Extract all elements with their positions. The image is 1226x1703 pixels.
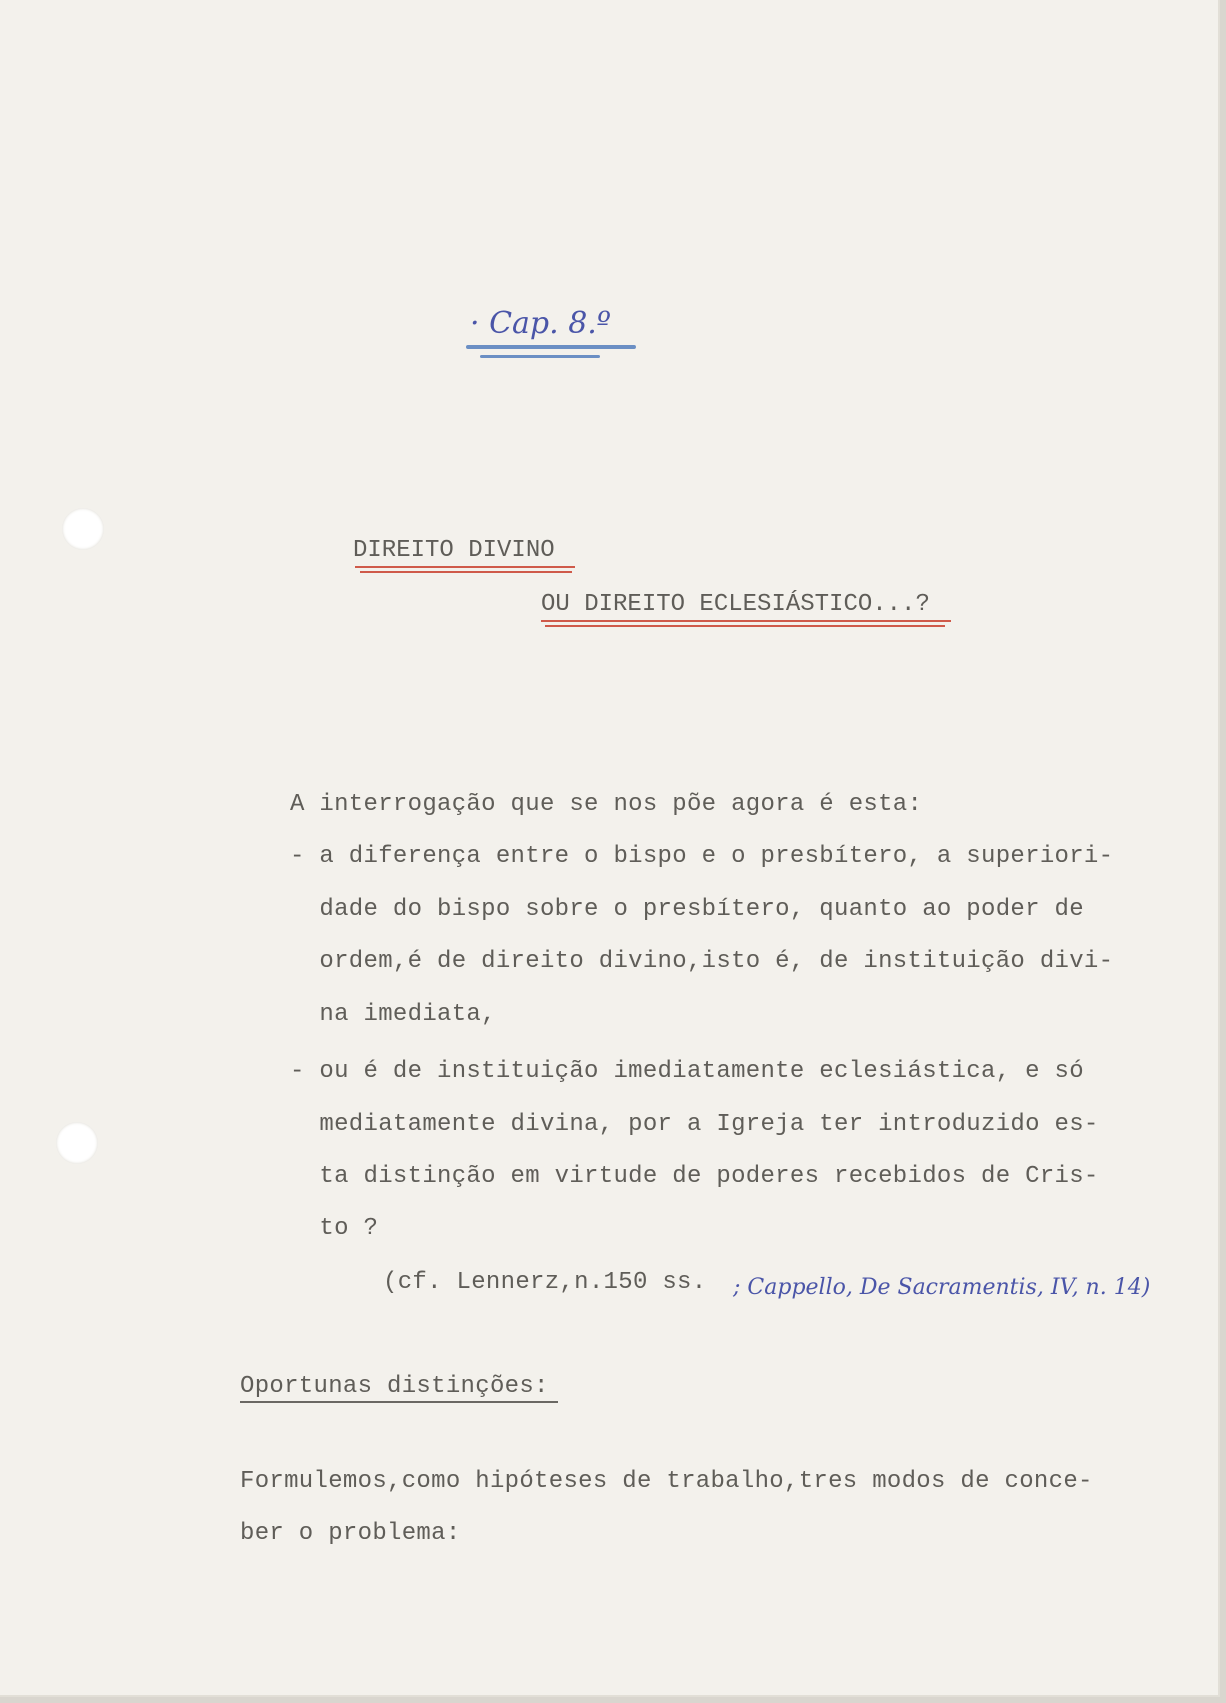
punch-hole-top — [62, 508, 104, 550]
option-b-line-4: to ? — [290, 1215, 379, 1242]
chapter-label: · Cap. 8.º — [470, 306, 611, 341]
option-b-line-1: - ou é de instituição imediatamente eclesiástica, e só — [290, 1058, 1084, 1085]
option-b-line-3: ta distinção em virtude de poderes recebidos de Cris- — [290, 1163, 1099, 1190]
title-1-red-underline-a — [355, 566, 575, 568]
title-line-1: DIREITO DIVINO — [353, 537, 555, 564]
option-a-line-4: na imediata, — [290, 1001, 496, 1028]
chapter-underline-1 — [466, 345, 636, 349]
reference-typed: (cf. Lennerz,n.150 ss. — [383, 1269, 707, 1296]
title-2-red-underline-a — [541, 620, 951, 622]
section-heading: Oportunas distinções: — [240, 1373, 549, 1400]
title-line-2: OU DIREITO ECLESIÁSTICO...? — [541, 591, 930, 618]
option-a-line-2: dade do bispo sobre o presbítero, quanto ao poder de — [290, 896, 1084, 923]
intro-line: A interrogação que se nos põe agora é esta: — [290, 791, 923, 818]
section-line-1: Formulemos,como hipóteses de trabalho,tres modos de conce- — [240, 1468, 1093, 1495]
section-line-2: ber o problema: — [240, 1520, 461, 1547]
title-2-red-underline-b — [545, 625, 945, 627]
chapter-underline-2 — [480, 355, 600, 358]
section-heading-underline — [240, 1401, 558, 1403]
title-1-red-underline-b — [360, 571, 572, 573]
option-b-line-2: mediatamente divina, por a Igreja ter introduzido es- — [290, 1111, 1099, 1138]
option-a-line-1: - a diferença entre o bispo e o presbítero, a superiori- — [290, 843, 1114, 870]
reference-handwritten: ; Cappello, De Sacramentis, IV, n. 14) — [733, 1275, 1151, 1300]
option-a-line-3: ordem,é de direito divino,isto é, de instituição divi- — [290, 948, 1114, 975]
punch-hole-bottom — [56, 1122, 98, 1164]
